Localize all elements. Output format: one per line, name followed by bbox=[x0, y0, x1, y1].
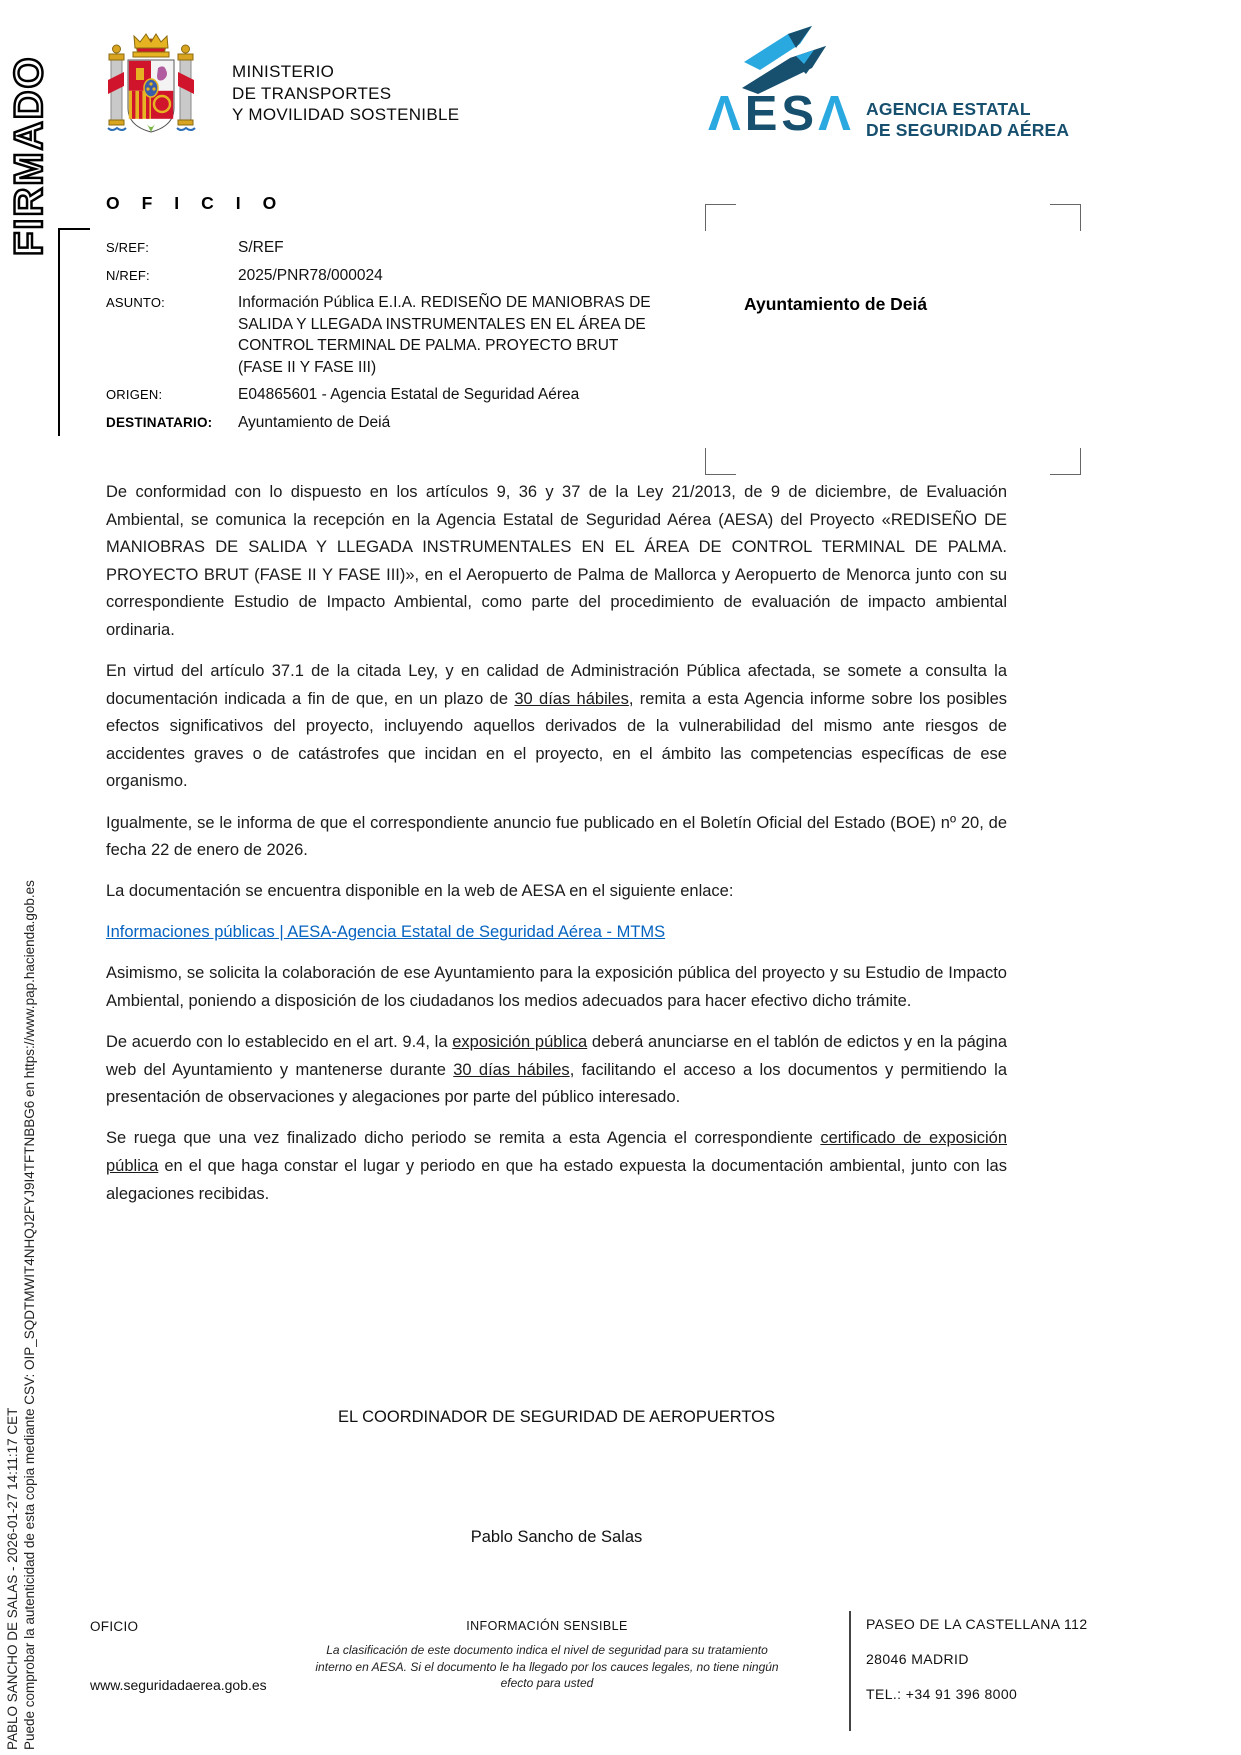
signer-role: EL COORDINADOR DE SEGURIDAD DE AEROPUERTOS bbox=[337, 1408, 776, 1426]
body-paragraph bbox=[106, 658, 1007, 796]
text-line: Y MOVILIDAD SOSTENIBLE bbox=[232, 105, 460, 124]
reference-field-row bbox=[106, 265, 671, 287]
address-window-corner bbox=[1050, 204, 1081, 231]
addressee-name: Ayuntamiento de Deiá bbox=[744, 294, 928, 314]
underlined-text: 30 días hábiles bbox=[514, 689, 629, 708]
body-paragraph bbox=[106, 1029, 1007, 1112]
body-paragraph bbox=[106, 878, 1007, 906]
text-line: PASEO DE LA CASTELLANA 112 bbox=[866, 1616, 1088, 1632]
aesa-public-info-link[interactable] bbox=[106, 923, 665, 941]
field-value: Ayuntamiento de Deiá bbox=[238, 413, 391, 431]
field-label: ASUNTO: bbox=[106, 295, 165, 310]
text-segment: Asimismo, se solicita la colaboración de ese Ayuntamiento para la exposición pública del proyecto y su Estudio de Impacto Ambiental, poniendo a disposición de los ciudadanos los medios adecuados para hacer efectivo dicho trámite. bbox=[106, 964, 1007, 1010]
aesa-wordmark bbox=[708, 86, 855, 142]
field-value: S/REF bbox=[238, 239, 284, 256]
underlined-text: exposición pública bbox=[452, 1033, 588, 1052]
address-window-corner bbox=[705, 204, 736, 231]
field-value: Información Pública E.I.A. REDISEÑO DE MANIOBRAS DE SALIDA Y LLEGADA INSTRUMENTALES EN EL ÁREA DE CONTROL TERMINAL DE PALMA. PROYECTO BRUT (FASE II Y FASE III) bbox=[238, 294, 651, 376]
text-segment: Informaciones públicas | AESA-Agencia Estatal de Seguridad Aérea - MTMS bbox=[106, 923, 666, 942]
text-segment: en el que haga constar el lugar y periodo en que ha estado expuesta la documentación ambiental, junto con las alegaciones recibidas. bbox=[106, 1156, 1007, 1203]
aesa-wordmark-letter: Λ bbox=[708, 87, 745, 141]
field-label: S/REF: bbox=[106, 240, 150, 255]
ministry-name bbox=[232, 61, 459, 126]
text-segment: De acuerdo con lo establecido en el art. 9.4, la bbox=[106, 1033, 453, 1052]
signature-verification-strip bbox=[5, 590, 38, 1750]
document-type-title: OFICIO bbox=[106, 193, 299, 213]
aesa-agency-name bbox=[866, 99, 1069, 140]
text-segment: En virtud del artículo 37.1 de la citada Ley, y en calidad de Administración Pública afectada, se somete a consulta la documentación indicada a fin de que, en un plazo de bbox=[106, 662, 1007, 708]
text-line: 28046 MADRID bbox=[866, 1651, 969, 1667]
body-paragraph bbox=[106, 1125, 1007, 1208]
text-segment: , remita a esta Agencia informe sobre los posibles efectos significativos del proyecto, incluyendo aquellos derivados de la vulnerabilidad del mismo ante riesgos de accidentes graves o de catástrofes que incidan en el proyecto, en el ámbito las competencias específicas de ese organismo. bbox=[106, 689, 1008, 791]
signer-timestamp-line: PABLO SANCHO DE SALAS - 2026-01-27 14:11:17 CET bbox=[5, 1407, 20, 1750]
text-segment: De conformidad con lo dispuesto en los artículos 9, 36 y 37 de la Ley 21/2013, de 9 de diciembre, de Evaluación Ambiental, se comunica la recepción en la Agencia Estatal de Seguridad Aérea (AESA) del Proyecto «REDISEÑO DE MANIOBRAS DE SALIDA Y LLEGADA INSTRUMENTALES EN EL ÁREA DE CONTROL TERMINAL DE PALMA. PROYECTO BRUT (FASE II Y FASE III)», en el Aeropuerto de Palma de Mallorca y Aeropuerto de Menorca junto con su correspondiente Estudio de Impacto Ambiental, como parte del procedimiento de evaluación de impacto ambiental ordinaria. bbox=[106, 483, 1007, 639]
reference-field-row bbox=[106, 412, 671, 434]
text-line: DE TRANSPORTES bbox=[232, 83, 392, 103]
field-label: N/REF: bbox=[106, 267, 150, 283]
text-segment: Se ruega que una vez finalizado dicho periodo se remita a esta Agencia el correspondiente bbox=[106, 1129, 821, 1148]
text-segment: Igualmente, se le informa de que el correspondiente anuncio fue publicado en el Boletín Oficial del Estado (BOE) nº 20, de fecha 22 de enero de 2026. bbox=[106, 813, 1007, 860]
aesa-wordmark-letter: E bbox=[744, 87, 782, 141]
body-paragraph bbox=[106, 479, 1007, 645]
footer-address bbox=[866, 1607, 1088, 1712]
footer-sensitive-block bbox=[312, 1619, 782, 1692]
document-body bbox=[106, 479, 1007, 1222]
text-line: DE SEGURIDAD AÉREA bbox=[866, 119, 1070, 140]
csv-verification-line: Puede comprobar la autenticidad de esta copia mediante CSV: OIP_SQDTMWIT4NHQJ2FYJ9I4TFTNBBG6 en https://www.pap.hacienda.gob.es bbox=[21, 880, 37, 1750]
address-window-corner bbox=[1050, 448, 1081, 475]
spain-coat-of-arms-logo bbox=[106, 28, 196, 147]
body-paragraph bbox=[106, 960, 1007, 1015]
text-line: AGENCIA ESTATAL bbox=[866, 99, 1031, 119]
signer-name: Pablo Sancho de Salas bbox=[470, 1528, 643, 1546]
sensitive-info-title: INFORMACIÓN SENSIBLE bbox=[466, 1619, 628, 1633]
underlined-text: 30 días hábiles bbox=[453, 1060, 570, 1079]
field-value: 2025/PNR78/000024 bbox=[238, 266, 383, 284]
footer-divider bbox=[849, 1611, 851, 1731]
aesa-wordmark-letter: Λ bbox=[818, 87, 855, 141]
text-line: MINISTERIO bbox=[232, 62, 335, 81]
text-segment: deberá anunciarse en el tablón de edictos y en la página web del Ayuntamiento y mantenerse durante bbox=[106, 1033, 1007, 1079]
body-paragraph bbox=[106, 919, 1007, 947]
reference-field-row bbox=[106, 292, 671, 378]
signed-stamp bbox=[6, 6, 52, 256]
field-value: E04865601 - Agencia Estatal de Seguridad Aérea bbox=[238, 386, 580, 403]
text-segment: , facilitando el acceso a los documentos y permitiendo la presentación de observaciones y alegaciones por parte del público interesado. bbox=[106, 1060, 1007, 1107]
text-segment: La documentación se encuentra disponible en la web de AESA en el siguiente enlace: bbox=[106, 882, 734, 901]
oficio-corner-bracket bbox=[58, 228, 90, 436]
body-paragraph bbox=[106, 810, 1007, 865]
text-line: TEL.: +34 91 396 8000 bbox=[866, 1686, 1018, 1702]
reference-field-row bbox=[106, 237, 671, 259]
aesa-wordmark-letter: S bbox=[781, 87, 819, 141]
signed-stamp-label: FIRMADO bbox=[7, 55, 51, 256]
field-label: DESTINATARIO: bbox=[106, 414, 213, 430]
sensitive-info-note: La clasificación de este documento indica el nivel de seguridad para su tratamiento interno en AESA. Si el documento le ha llegado por los cauces legales, no tiene ningún efecto para usted bbox=[315, 1643, 779, 1690]
address-window-corner bbox=[705, 448, 736, 475]
footer-doc-type: OFICIO bbox=[90, 1619, 139, 1634]
reference-field-row bbox=[106, 384, 671, 406]
field-label: ORIGEN: bbox=[106, 387, 163, 402]
footer-website: www.seguridadaerea.gob.es bbox=[90, 1677, 267, 1693]
reference-fields bbox=[106, 237, 671, 439]
underlined-text: certificado de exposición pública bbox=[106, 1129, 1007, 1175]
